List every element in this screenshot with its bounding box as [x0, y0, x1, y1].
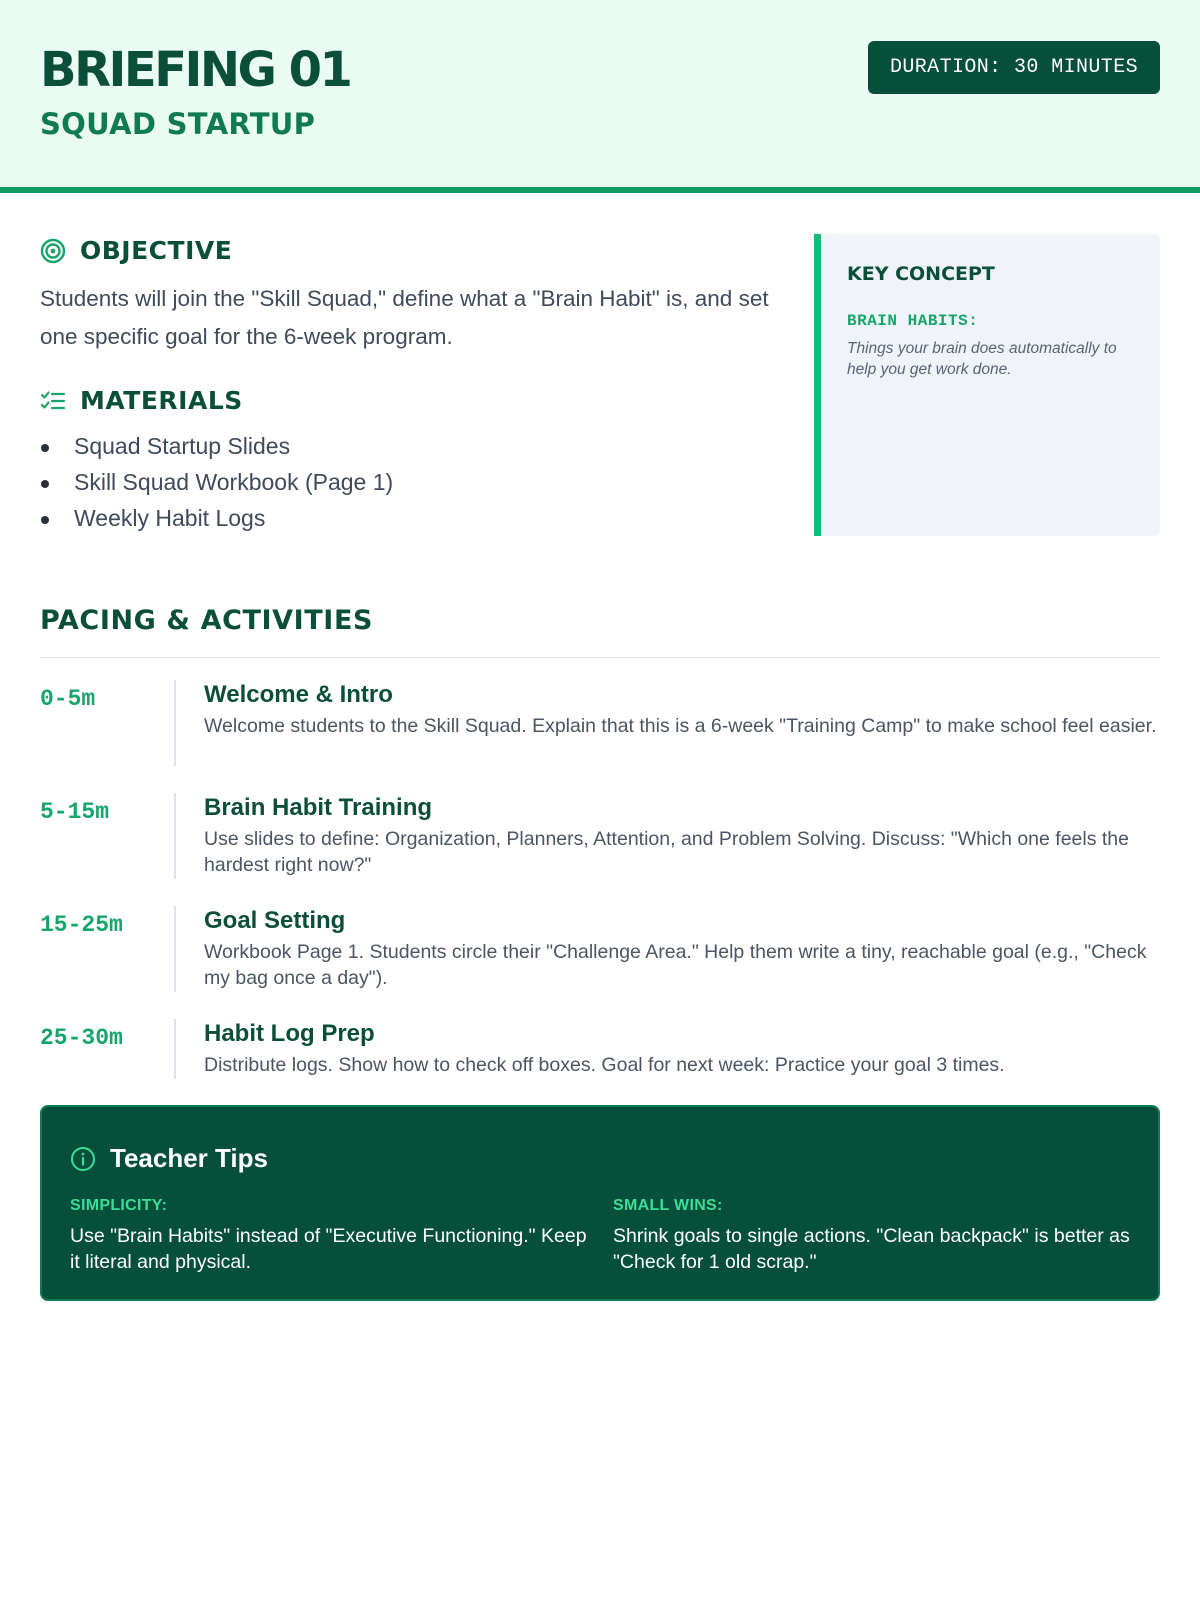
list-item: Weekly Habit Logs [40, 500, 393, 536]
list-item: Skill Squad Workbook (Page 1) [40, 464, 393, 500]
tip-label: SMALL WINS: [613, 1197, 723, 1214]
page-subtitle: SQUAD STARTUP [40, 107, 316, 141]
teacher-tips-heading-label: Teacher Tips [110, 1143, 268, 1173]
page-title: BRIEFING 01 [40, 42, 351, 98]
checklist-icon [40, 388, 66, 414]
key-concept-term: BRAIN HABITS: [847, 312, 979, 330]
activity-description: Welcome students to the Skill Squad. Explain that this is a 6-week "Training Camp" to make school feel easier. [204, 715, 1157, 737]
materials-list [40, 428, 393, 536]
info-icon [70, 1146, 96, 1172]
materials-heading [40, 386, 243, 415]
activity-description: Use slides to define: Organization, Planners, Attention, and Problem Solving. Discuss: "Which one feels the hardest right now?" [204, 828, 1129, 876]
target-icon [40, 238, 66, 264]
teacher-tips-panel [40, 1105, 1160, 1301]
tip-text: Use "Brain Habits" instead of "Executive Functioning." Keep it literal and physical. [70, 1225, 587, 1273]
materials-heading-label: MATERIALS [80, 386, 243, 415]
activity-description: Distribute logs. Show how to check off boxes. Goal for next week: Practice your goal 3 times. [204, 1054, 1005, 1076]
divider [40, 657, 1160, 658]
key-concept-card [814, 234, 1160, 536]
tip-label: SIMPLICITY: [70, 1197, 168, 1214]
activity-time: 25-30m [40, 1025, 123, 1051]
activity-title: Welcome & Intro [204, 681, 393, 708]
briefing-header [0, 0, 1200, 193]
objective-heading-label: OBJECTIVE [80, 236, 233, 265]
timeline-bar [174, 906, 176, 992]
activity-title: Goal Setting [204, 907, 346, 934]
activity-description: Workbook Page 1. Students circle their "Challenge Area." Help them write a tiny, reachable goal (e.g., "Check my bag once a day"). [204, 941, 1147, 989]
activity-title: Brain Habit Training [204, 794, 433, 821]
objective-heading [40, 236, 232, 265]
tip-text: Shrink goals to single actions. "Clean backpack" is better as "Check for 1 old scrap." [613, 1225, 1130, 1273]
objective-text: Students will join the "Skill Squad," define what a "Brain Habit" is, and set one specific goal for the 6-week program. [40, 286, 769, 349]
timeline-bar [174, 793, 176, 879]
timeline-bar [174, 680, 176, 766]
pacing-heading: PACING & ACTIVITIES [40, 605, 374, 636]
tip-simplicity [70, 1195, 590, 1275]
activity-time: 15-25m [40, 912, 123, 938]
activity-time: 5-15m [40, 799, 110, 825]
activity-title: Habit Log Prep [204, 1020, 375, 1047]
timeline-bar [174, 1019, 176, 1079]
list-item: Squad Startup Slides [40, 428, 393, 464]
teacher-tips-heading [70, 1143, 268, 1174]
duration-badge: DURATION: 30 MINUTES [868, 41, 1160, 94]
key-concept-title: KEY CONCEPT [847, 263, 995, 285]
key-concept-definition: Things your brain does automatically to help you get work done. [847, 340, 1117, 378]
activity-time: 0-5m [40, 686, 96, 712]
tip-small-wins [613, 1195, 1133, 1275]
